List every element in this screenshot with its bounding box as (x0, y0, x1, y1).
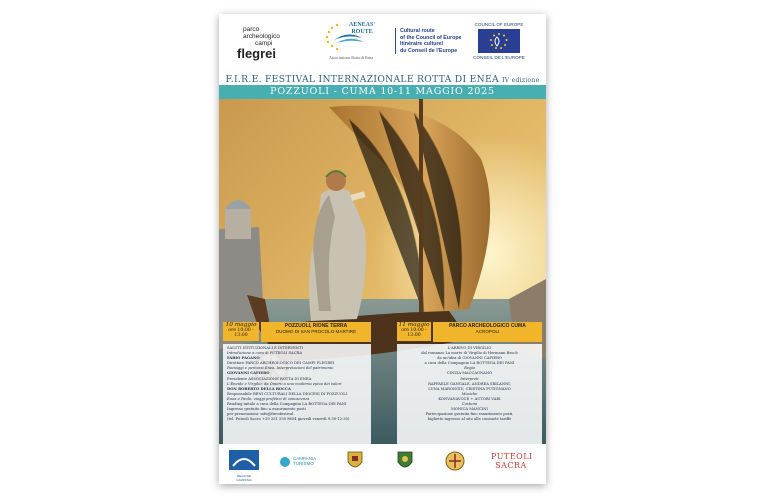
program-line: Direttore PARCO ARCHEOLOGICO DEI CAMPI FLEGREI (227, 361, 335, 366)
program-line: Responsabile BENI CULTURALI DELLA DIOCESI DI POZZUOLI (227, 391, 348, 396)
event2-place-name: PARCO ARCHEOLOGICO CUMA (449, 323, 526, 329)
event1-time: ore 10:00 - 13:00 (228, 328, 254, 338)
program-line: GIOVANNI CAFIERO (227, 371, 270, 376)
event2-day: 11 maggio (398, 322, 430, 328)
edition-text: IV edizione (502, 77, 540, 84)
program-left (223, 344, 371, 446)
coe-bottom-text: CONSEIL DE L'EUROPE (473, 55, 525, 60)
program-line: Partecipazione gratuita fino esaurimento posti, (425, 412, 514, 417)
program-line: Costumi (461, 402, 478, 407)
campania-turismo-logo (279, 456, 329, 468)
aeneas-title: AENEAS' ROUTE (348, 22, 375, 35)
event1-venue: DUOMO DI SAN PROCOLO MARTIRE (275, 329, 357, 334)
program-line: Musiche (461, 391, 478, 396)
route-line: of the Council of Europe (400, 34, 462, 41)
program-line: Presidente ASSOCIAZIONE ROTTA DI ENEA (227, 376, 312, 381)
campania-turismo-text: CAMPANIA TURISMO (293, 456, 316, 466)
parco-archeologico-logo (233, 24, 295, 64)
program-line: L'Eneide e Virgilio: da Omero a una moderna epica dei valori (227, 381, 342, 386)
festival-poster (219, 14, 546, 484)
pac-line1: parco (243, 26, 260, 33)
program-line: Ingresso gratuito fino a esaurimento posti (227, 407, 306, 412)
event2-venue: ACROPOLI (475, 329, 500, 334)
festival-title (219, 74, 546, 85)
cultural-route-text (395, 28, 468, 54)
event2-time: ore 10:00 - 13:00 (401, 328, 427, 338)
route-line: Cultural route (400, 28, 435, 34)
program-line: Introduzione a cura di PUTEOLI SACRA (227, 351, 302, 356)
program-line: LUNA MARONGIU, CRISTINA PUTIGNANO (428, 386, 511, 391)
program-line: Paesaggi e percorsi Enea. Interpretazioni del patrimonio (227, 366, 334, 371)
program-line: per prenotazioni: info@fireofestival (227, 412, 294, 417)
pac-line3: campi (255, 40, 273, 47)
coe-flag-icon (478, 29, 520, 53)
date-location-band: POZZUOLI - CUMA 10-11 MAGGIO 2025 (219, 85, 546, 99)
council-of-europe-logo (469, 22, 529, 64)
puteoli-sacra-text: PUTEOLI SACRA (491, 452, 533, 470)
aeneas-subtitle: Associazione Rotta di Enea (328, 55, 374, 60)
program-line: CINZIA MACCAGNANO (446, 371, 493, 376)
puteoli-sacra-logo (491, 452, 537, 470)
program-line: Reading mitale a cura della Compagnia LA BOTTEGA DEI PANI (227, 402, 347, 407)
program-line: da un'idea di GIOVANNI CAFIERO (437, 356, 502, 361)
aeneas-route-logo (316, 18, 386, 66)
coe-top-text: COUNCIL OF EUROPE (474, 22, 524, 27)
diocese-emblem-icon (444, 450, 466, 472)
program-line: RAFFAELE GANGALE, ANDREA SBILANNI, (428, 381, 511, 386)
program-line: Enea e Paolo: viaggi profetici di conoscenza (227, 396, 310, 401)
pac-line2: archeologico (243, 33, 280, 40)
route-line: Itinéraire culturel (400, 41, 443, 48)
campania-turismo-icon (279, 456, 291, 468)
program-line: KONVANAVOCE + AUTORI VARI (438, 396, 501, 401)
event2-date (397, 322, 431, 341)
program-line: dal romanzo La morte di Virgilio di Hermann Broch (421, 351, 518, 356)
regione-campania-text: REGIONE CAMPANIA (236, 474, 252, 482)
program-line: Regia (464, 366, 475, 371)
program-line: Interpreti (460, 376, 479, 381)
program-line: a cura della Compagnia LA BOTTEGA DEI PANI (424, 361, 515, 366)
event1-day: 10 maggio (225, 322, 257, 328)
route-line: du Conseil de l'Europe (400, 47, 458, 54)
program-line: SALUTI ISTITUZIONALI E INTERVENTI (227, 346, 303, 350)
sponsor-footer (219, 444, 546, 484)
program-line: MONICA MANCINI (451, 407, 488, 412)
event1-place (261, 322, 371, 342)
event2-place (433, 322, 542, 342)
program-line: FABIO PAGANO (227, 356, 260, 361)
festival-title-text: F.I.R.E. FESTIVAL INTERNAZIONALE ROTTA DI ENEA (225, 74, 499, 85)
program-line: (tel. Puteoli Sacra +39 351 550 8654 giovedì venerdì 9:30-12:30) (227, 417, 350, 422)
program-line: L'ARRIVO DI VIRGILIO (447, 346, 492, 350)
program-right (397, 344, 542, 446)
event1-date (223, 322, 259, 341)
crest-icon (347, 450, 363, 472)
program-line: biglietto ingresso al sito alle consuete tariffe (427, 417, 512, 422)
event1-place-name: POZZUOLI, RIONE TERRA (284, 323, 348, 329)
pac-line4: flegrei (237, 46, 277, 61)
pozzuoli-crest-icon (397, 450, 413, 472)
regione-campania-icon (229, 450, 259, 470)
program-line: DON ROBERTO DELLA ROCCA (227, 386, 291, 391)
regione-campania-logo (229, 450, 259, 482)
